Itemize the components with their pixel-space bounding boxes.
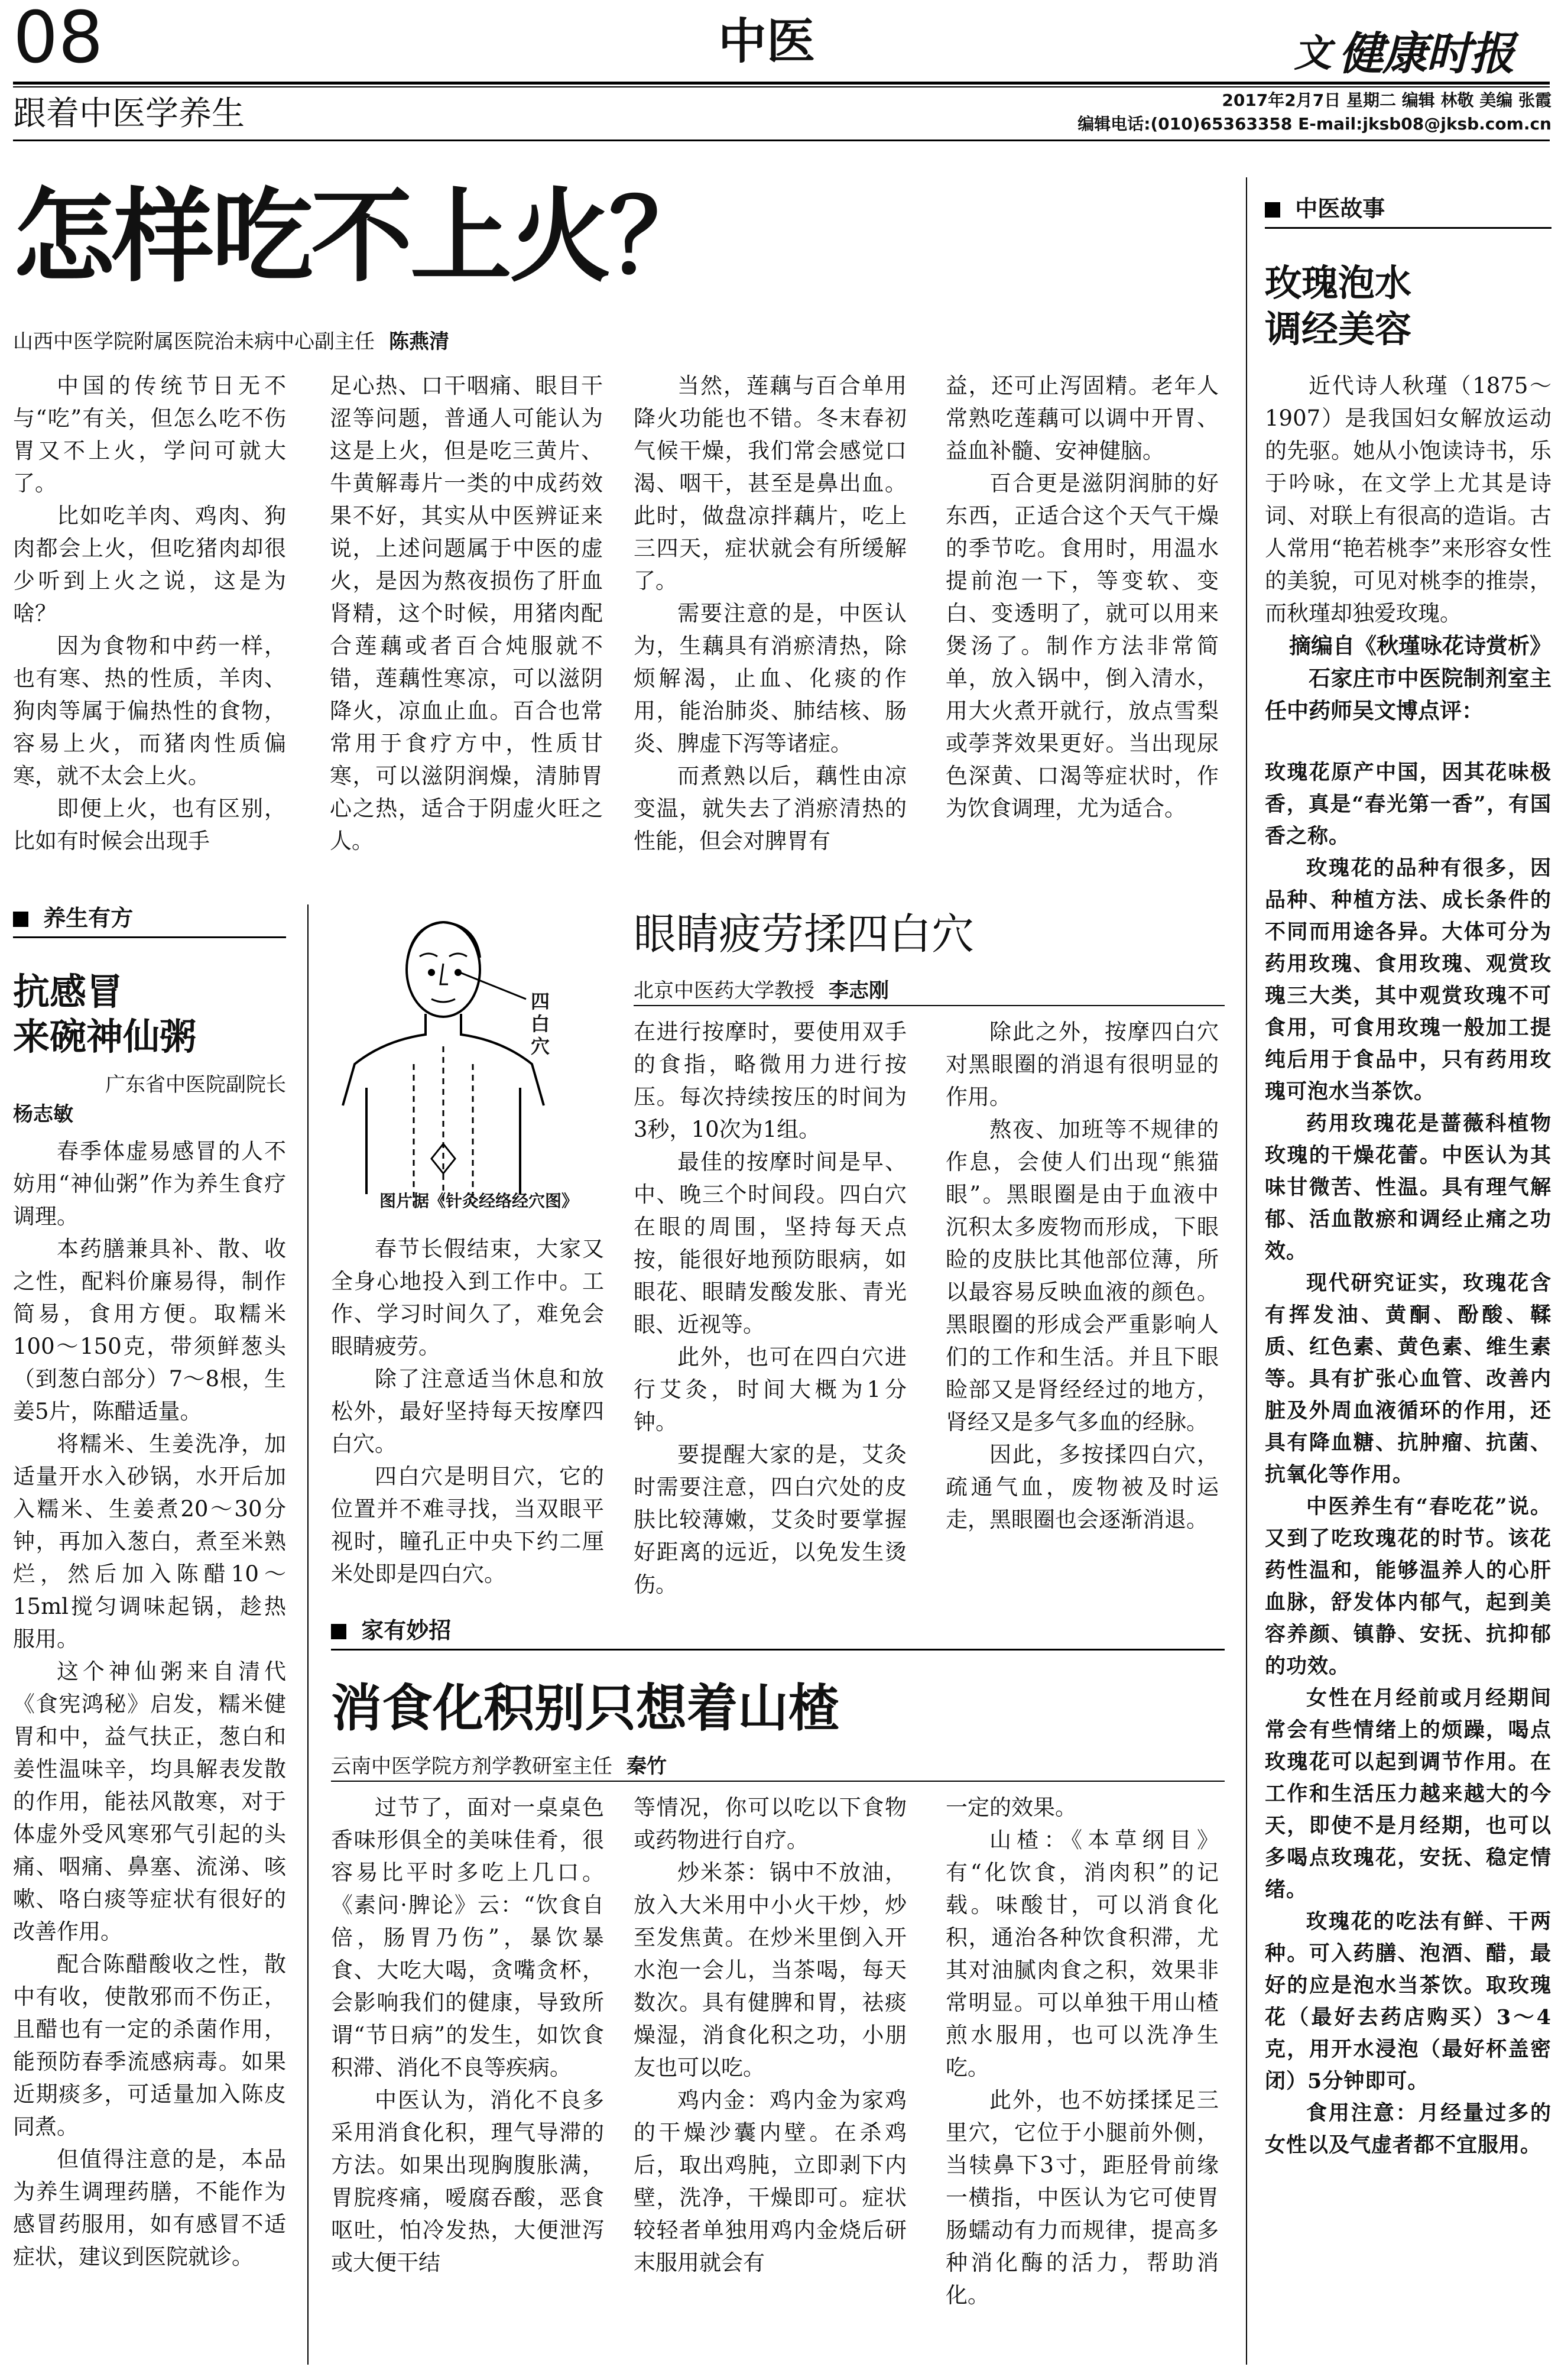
- digest-col3-p3: 此外，也不妨揉揉足三里穴，它位于小腿前外侧，当犊鼻下3寸，距胫骨前缘一横指，中医认为它可使胃肠蠕动有力而规律，提高多种消化酶的活力，帮助消化。: [946, 2087, 1219, 2308]
- congee-p2: 本药膳兼具补、散、收之性，配料价廉易得，制作简易，食用方便。取糯米100～150克，带须鲜葱头（到葱白部分）7～8根，生姜5片，陈醋适量。: [13, 1236, 286, 1424]
- digest-col2-p2: 炒米茶：锅中不放油，放入大米用中小火干炒，炒至发焦黄。在炒米里倒入开水泡一会儿，当茶喝，每天数次。具有健脾和胃，祛痰燥湿，消食化积之功，小朋友也可以吃。: [634, 1860, 907, 2080]
- eye-cola-p2: 除了注意适当休息和放松外，最好坚持每天按摩四白穴。: [331, 1366, 604, 1457]
- issue-contact-line: 编辑电话:(010)65363358 E-mail:jksb08@jksb.com.cn: [1077, 114, 1551, 134]
- acupoint-figure: [331, 910, 627, 1218]
- sidebar-intro-p1: 近代诗人秋瑾（1875～1907）是我国妇女解放运动的先驱。她从小饱读诗书，乐于吟咏，在文学上尤其是诗词、对联上有很高的造诣。古人常用“艳若桃李”来形容女性的美貌，可见对桃李的推崇，而秋瑾却独爱玫瑰。: [1265, 373, 1551, 626]
- sidebar-tag-rule: [1265, 227, 1551, 229]
- main-col3-p1: 当然，莲藕与百合单用降火功能也不错。冬末春初气候干燥，我们常会感觉口渴、咽干，甚至是鼻出血。此时，做盘凉拌藕片，吃上三四天，症状就会有所缓解了。: [634, 373, 907, 594]
- sidebar-comment-p8: 食用注意：月经量过多的女性以及气虚者都不宜服用。: [1265, 2101, 1551, 2157]
- digest-col2-p3: 鸡内金：鸡内金为家鸡的干燥沙囊内壁。在杀鸡后，取出鸡肫，立即剥下内壁，洗净，干燥即可。症状较轻者单独用鸡内金烧后研末服用就会有: [634, 2087, 907, 2275]
- congee-p3: 将糯米、生姜洗净，加适量开水入砂锅，水开后加入糯米、生姜煮20～30分钟，再加入葱白，煮至米熟烂，然后加入陈醋10～15ml搅匀调味起锅，趁热服用。: [13, 1431, 286, 1652]
- sidebar-comment-p4: 现代研究证实，玫瑰花含有挥发油、黄酮、酚酸、鞣质、红色素、黄色素、维生素等。具有扩张心血管、改善内脏及外周血液循环的作用，还具有降血糖、抗肿瘤、抗菌、抗氧化等作用。: [1265, 1271, 1551, 1487]
- congee-body: [13, 1135, 286, 2273]
- digest-byline-org: 云南中医学院方剂学教研室主任: [331, 1755, 612, 1778]
- acupoint-label: 四白穴: [531, 990, 550, 1058]
- sidebar-comment-p6: 女性在月经前或月经期间常会有些情绪上的烦躁，喝点玫瑰花可以起到调节作用。在工作和生活压力越来越大的今天，即使不是月经期，也可以多喝点玫瑰花，安抚、稳定情绪。: [1265, 1686, 1551, 1902]
- eye-colb-p1: 在进行按摩时，要使用双手的食指，略微用力进行按压。每次持续按压的时间为3秒，10次为1组。: [634, 1019, 907, 1142]
- sidebar-headline: [1265, 260, 1411, 352]
- digest-byline-name: 秦竹: [627, 1755, 667, 1778]
- main-col1-p4: 即便上火，也有区别，比如有时候会出现手: [13, 796, 286, 854]
- header-rule-thin: [13, 86, 1550, 87]
- eye-colb-p2: 最佳的按摩时间是早、中、晚三个时间段。四白穴在眼的周围，坚持每天点按，能很好地预防眼病，如眼花、眼睛发酸发胀、青光眼、近视等。: [634, 1149, 907, 1337]
- congee-headline: [13, 969, 196, 1059]
- sidebar-intro-source: 摘编自《秋瑾咏花诗赏析》: [1289, 633, 1551, 659]
- congee-byline: [13, 1070, 286, 1129]
- issue-info: [1005, 89, 1551, 136]
- digest-byline-rule: [331, 1781, 1225, 1782]
- congee-section-tag: [13, 904, 133, 932]
- eye-colb-p4: 要提醒大家的是，艾灸时需要注意，四白穴处的皮肤比较薄嫩，艾灸时要掌握好距离的远近，以免发生烫伤。: [634, 1442, 907, 1597]
- left-col-divider: [307, 904, 309, 2365]
- congee-headline-line1: 抗感冒: [13, 970, 124, 1013]
- digest-col1-p2: 中医认为，消化不良多采用消食化积，理气导滞的方法。如果出现胸腹胀满，胃脘疼痛，嗳腐吞酸，恶食呕吐，怕冷发热，大便泄泻或大便干结: [331, 2087, 604, 2275]
- header-bottom-rule: [13, 140, 1550, 141]
- eye-col-a: [331, 1233, 604, 1590]
- digest-byline: [331, 1750, 667, 1779]
- digest-col2-p1: 等情况，你可以吃以下食物或药物进行自疗。: [634, 1795, 907, 1853]
- congee-section-label: 养生有方: [43, 905, 134, 931]
- main-col-1: [13, 369, 286, 857]
- acupoint-figure-svg: [331, 910, 627, 1218]
- sidebar-comment-p3: 药用玫瑰花是蔷薇科植物玫瑰的干燥花蕾。中医认为其味甘微苦、性温。具有理气解郁、活血散瘀和调经止痛之功效。: [1265, 1111, 1551, 1263]
- main-col1-p2: 比如吃羊肉、鸡肉、狗肉都会上火，但吃猪肉却很少听到上火之说，这是为啥？: [13, 503, 286, 626]
- digest-col-2: [634, 1791, 907, 2279]
- section-title: 中医: [718, 13, 816, 70]
- sidebar-comment-p5: 中医养生有“春吃花”说。又到了吃玫瑰花的时节。该花药性温和，能够温养人的心肝血脉，舒发体内郁气，起到美容养颜、镇静、安抚、抗抑郁的功效。: [1265, 1494, 1551, 1678]
- eye-byline-org: 北京中医药大学教授: [634, 979, 814, 1003]
- digest-col1-p1: 过节了，面对一桌桌色香味形俱全的美味佳肴，很容易比平时多吃上几口。《素问·脾论》云：“饮食自倍，肠胃乃伤”，暴饮暴食、大吃大喝，贪嘴贪杯，会影响我们的健康，导致所谓“节日病”的发生，如饮食积滞、消化不良等疾病。: [331, 1795, 604, 2080]
- eye-cola-p3: 四白穴是明目穴，它的位置并不难寻找，当双眼平视时，瞳孔正中央下约二厘米处即是四白穴。: [331, 1464, 604, 1587]
- eye-col-b: [634, 1016, 907, 1601]
- digest-section-tag: [331, 1617, 451, 1644]
- main-byline-name: 陈燕清: [389, 330, 449, 354]
- sidebar-comment-p2: 玫瑰花的品种有很多，因品种、种植方法、成长条件的不同而用途各异。大体可分为药用玫瑰、食用玫瑰、观赏玫瑰三大类，其中观赏玫瑰不可食用，可食用玫瑰一般加工提纯后用于食品中，只有药用玫瑰可泡水当茶饮。: [1265, 856, 1551, 1104]
- congee-p5: 配合陈醋酸收之性，散中有收，使散邪而不伤正，且醋也有一定的杀菌作用，能预防春季流感病毒。如果近期痰多，可适量加入陈皮同煮。: [13, 1951, 286, 2139]
- sidebar-intro: [1265, 369, 1551, 727]
- congee-tag-rule: [13, 936, 286, 938]
- congee-headline-line2: 来碗神仙粥: [13, 1015, 197, 1058]
- digest-col-1: [331, 1791, 604, 2279]
- page-number: 08: [13, 0, 103, 79]
- digest-col3-p1: 一定的效果。: [946, 1795, 1077, 1820]
- main-byline-org: 山西中医学院附属医院治未病中心副主任: [13, 330, 375, 354]
- eye-colc-p3: 因此，多按揉四白穴，疏通气血，废物被及时运走，黑眼圈也会逐渐消退。: [946, 1442, 1219, 1532]
- paper-name: 健康时报: [1339, 27, 1514, 80]
- sidebar-comment: [1265, 757, 1551, 2161]
- congee-byline-org: 广东省中医院副院长: [105, 1073, 286, 1097]
- eye-cola-p1: 春节长假结束，大家又全身心地投入到工作中。工作、学习时间久了，难免会眼睛疲劳。: [331, 1236, 604, 1359]
- sidebar-section-label: 中医故事: [1295, 196, 1385, 222]
- sidebar-headline-line2: 调经美容: [1265, 307, 1412, 351]
- header-rule-thick: [13, 82, 1550, 85]
- eye-byline-name: 李志刚: [829, 979, 889, 1003]
- main-col-4: [946, 369, 1219, 825]
- eye-headline: 眼睛疲劳揉四白穴: [634, 909, 975, 959]
- sidebar-commentator: 石家庄市中医院制剂室主任中药师吴文博点评：: [1265, 666, 1551, 724]
- main-col1-p1: 中国的传统节日无不与“吃”有关，但怎么吃不伤胃又不上火，学问可就大了。: [13, 373, 286, 496]
- paper-logo: [1291, 18, 1514, 82]
- main-col1-p3: 因为食物和中药一样，也有寒、热的性质，羊肉、狗肉等属于偏热性的食物，容易上火，而猪肉性质偏寒，就不太会上火。: [13, 633, 286, 789]
- main-byline: [13, 325, 449, 354]
- eye-colc-p2: 熬夜、加班等不规律的作息，会使人们出现“熊猫眼”。黑眼圈是由于血液中沉积太多废物而形成，下眼睑的皮肤比其他部位薄，所以最容易反映血液的颜色。黑眼圈的形成会严重影响人们的工作和生活。并且下眼睑部又是肾经经过的地方，肾经又是多气多血的经脉。: [946, 1117, 1219, 1435]
- logo-mark: 文: [1291, 31, 1339, 76]
- sidebar-comment-p7: 玫瑰花的吃法有鲜、干两种。可入药膳、泡酒、醋，最好的应是泡水当茶饮。取玫瑰花（最好去药店购买）3～4克，用开水浸泡（最好杯盖密闭）5分钟即可。: [1265, 1909, 1551, 2093]
- congee-p4: 这个神仙粥来自清代《食宪鸿秘》启发，糯米健胃和中，益气扶正，葱白和姜性温味辛，均具解表发散的作用，能祛风散寒，对于体虚外受风寒邪气引起的头痛、咽痛、鼻塞、流涕、咳嗽、咯白痰等症状有很好的改善作用。: [13, 1659, 286, 1944]
- main-col2-p1: 足心热、口干咽痛、眼目干涩等问题，普通人可能认为这是上火，但是吃三黄片、牛黄解毒片一类的中成药效果不好，其实从中医辨证来说，上述问题属于中医的虚火，是因为熬夜损伤了肝血肾精，这个时候，用猪肉配合莲藕或者百合炖服就不错，莲藕性寒凉，可以滋阴降火，凉血止血。百合也常常用于食疗方中，性质甘寒，可以滋阴润燥，清肺胃心之热，适合于阴虚火旺之人。: [330, 373, 603, 854]
- main-headline: 怎样吃不上火？: [13, 176, 708, 296]
- congee-byline-name: 杨志敏: [13, 1103, 73, 1126]
- issue-date-line: 2017年2月7日 星期二 编辑 林敬 美编 张霞: [1222, 90, 1551, 110]
- digest-headline: 消食化积别只想着山楂: [331, 1678, 839, 1738]
- digest-tag-rule: [331, 1649, 1225, 1651]
- main-col-3: [634, 369, 907, 857]
- sidebar-headline-line1: 玫瑰泡水: [1265, 261, 1412, 304]
- eye-col-c: [946, 1016, 1219, 1536]
- eye-byline: [634, 974, 889, 1003]
- eye-colb-p3: 此外，也可在四白穴进行艾灸，时间大概为1分钟。: [634, 1344, 907, 1435]
- eye-byline-rule: [634, 1005, 1225, 1006]
- eye-colc-p1: 除此之外，按摩四白穴对黑眼圈的消退有很明显的作用。: [946, 1019, 1219, 1110]
- main-col3-p3: 而煮熟以后，藕性由凉变温，就失去了消瘀清热的性能，但会对脾胃有: [634, 763, 907, 854]
- sidebar-comment-p1: 玫瑰花原产中国，因其花味极香，真是“春光第一香”，有国香之称。: [1265, 760, 1551, 848]
- main-col3-p2: 需要注意的是，中医认为，生藕具有消瘀清热，除烦解渴，止血、化痰的作用，能治肺炎、肺结核、肠炎、脾虚下泻等诸症。: [634, 601, 907, 756]
- main-col-2: [330, 369, 603, 857]
- page-subtitle: 跟着中医学养生: [13, 95, 245, 133]
- sidebar-section-tag: [1265, 195, 1385, 222]
- congee-p1: 春季体虚易感冒的人不妨用“神仙粥”作为养生食疗调理。: [13, 1139, 286, 1229]
- main-col4-p1: 益，还可止泻固精。老年人常熟吃莲藕可以调中开胃、益血补髓、安神健脑。: [946, 373, 1219, 463]
- digest-col-3: [946, 1791, 1219, 2311]
- congee-p6: 但值得注意的是，本品为养生调理药膳，不能作为感冒药服用，如有感冒不适症状，建议到医院就诊。: [13, 2146, 286, 2269]
- digest-section-label: 家有妙招: [361, 1617, 452, 1643]
- main-col4-p2: 百合更是滋阴润肺的好东西，正适合这个天气干燥的季节吃。食用时，用温水提前泡一下，等变软、变白、变透明了，就可以用来煲汤了。制作方法非常简单，放入锅中，倒入清水，用大火煮开就行，放点雪梨或荸荠效果更好。当出现尿色深黄、口渴等症状时，作为饮食调理，尤为适合。: [946, 471, 1219, 821]
- sidebar-divider: [1246, 177, 1247, 2365]
- digest-col3-p2: 山楂：《本草纲目》有“化饮食，消肉积”的记载。味酸甘，可以消食化积，通治各种饮食积滞，尤其对油腻肉食之积，效果非常明显。可以单独干用山楂煎水服用，也可以洗净生吃。: [946, 1827, 1219, 2080]
- figure-caption: 图片据《针灸经络经穴图》: [379, 1191, 578, 1211]
